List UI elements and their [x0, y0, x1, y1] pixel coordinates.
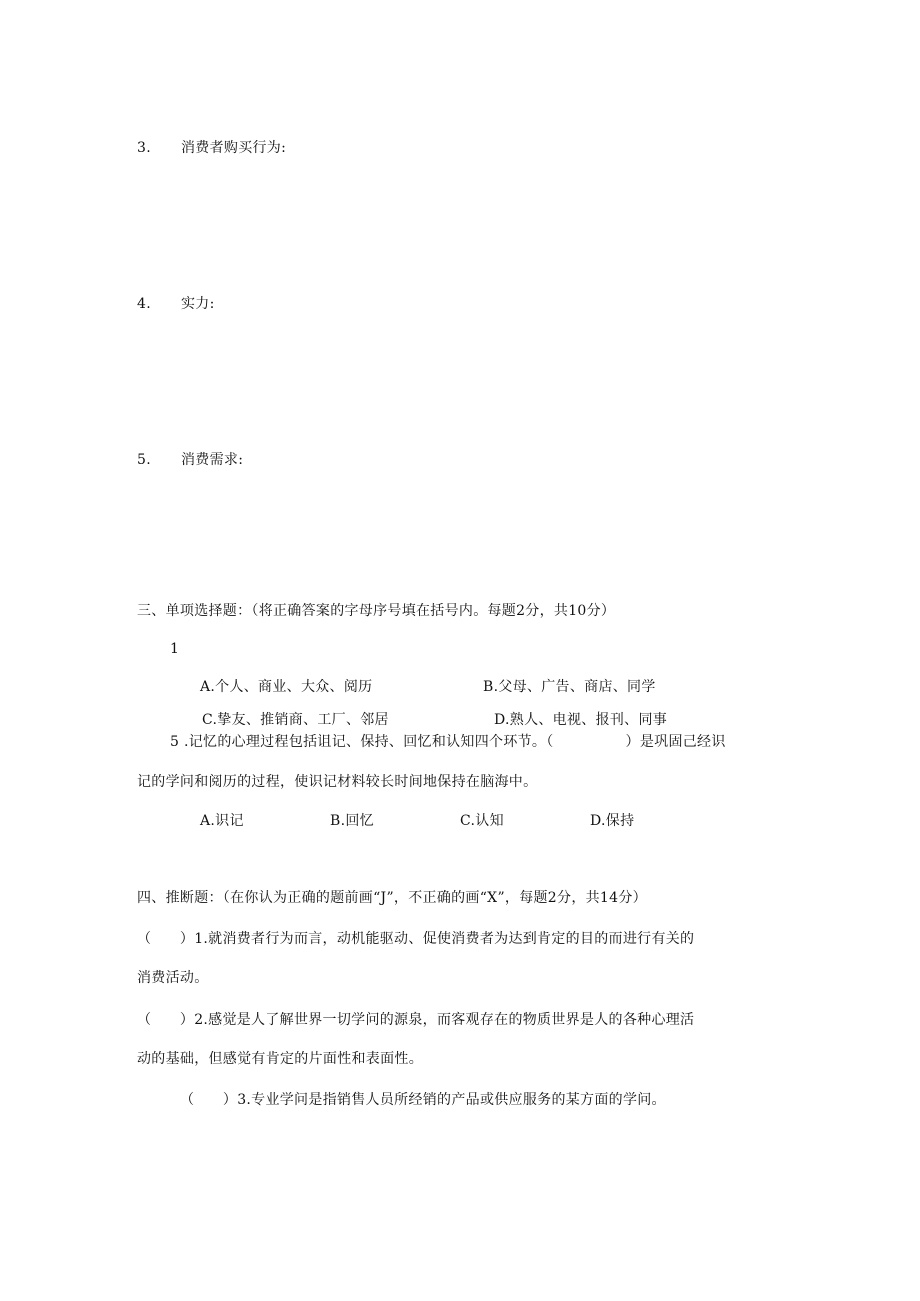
- judgement-item-3-line1: [180, 1090, 666, 1110]
- question-1-option-a: A.个人、商业、大众、阅历: [200, 679, 373, 695]
- judgement-item-1-line1: [137, 929, 694, 949]
- judgement-text: 2.感觉是人了解世界一切学问的源泉，而客观存在的物质世界是人的各种心理活: [194, 1012, 695, 1028]
- judgement-item-1-line2: 消费活动。: [137, 970, 209, 986]
- definition-item-4: [137, 294, 215, 314]
- definition-term: 消费者购买行为:: [181, 140, 287, 156]
- answer-paren[interactable]: （ ）: [180, 1092, 238, 1108]
- question-5-text-part2: ）是巩固己经识: [625, 734, 726, 750]
- question-1-option-c: C.挚友、推销商、工厂、邻居: [202, 712, 389, 728]
- question-1-option-b: B.父母、广告、商店、同学: [483, 679, 656, 695]
- definition-number: 3.: [137, 140, 151, 156]
- question-5-text-part1: .记忆的心理过程包括诅记、保持、回忆和认知四个环节。（: [183, 734, 554, 750]
- definition-item-3: [137, 138, 286, 158]
- question-1-number: 1: [170, 641, 180, 657]
- judgement-text: 3.专业学问是指销售人员所经销的产品或供应服务的某方面的学问。: [237, 1092, 666, 1108]
- answer-paren[interactable]: （ ）: [137, 931, 195, 947]
- question-5-option-c: C.认知: [460, 813, 504, 829]
- definition-number: 4.: [137, 296, 151, 312]
- question-5-option-b: B.回忆: [330, 813, 374, 829]
- judgement-item-2-line2: 动的基础，但感觉有肯定的片面性和表面性。: [137, 1051, 423, 1067]
- question-5-line1: [170, 732, 726, 752]
- question-5-option-a: A.识记: [200, 813, 244, 829]
- question-5-option-d: D.保持: [590, 813, 635, 829]
- judgement-item-2-line1: [137, 1010, 694, 1030]
- answer-paren[interactable]: （ ）: [137, 1012, 195, 1028]
- judgement-text: 1.就消费者行为而言，动机能驱动、促使消费者为达到肯定的目的而进行有关的: [194, 931, 695, 947]
- definition-term: 消费需求:: [181, 452, 244, 468]
- question-5-number: 5: [170, 734, 180, 750]
- question-1-option-d: D.熟人、电视、报刊、同事: [494, 712, 668, 728]
- section4-heading: 四、推断题：（在你认为正确的题前画“J”，不正确的画“X”，每题2分，共14分）: [137, 890, 647, 906]
- definition-term: 实力:: [181, 296, 215, 312]
- definition-item-5: [137, 450, 243, 470]
- definition-number: 5.: [137, 452, 151, 468]
- section3-heading: 三、单项选择题：（将正确答案的字母序号填在括号内。每题2分，共10分）: [137, 603, 616, 619]
- question-5-line2: 记的学问和阅历的过程，使识记材料较长时间地保持在脑海中。: [137, 774, 538, 790]
